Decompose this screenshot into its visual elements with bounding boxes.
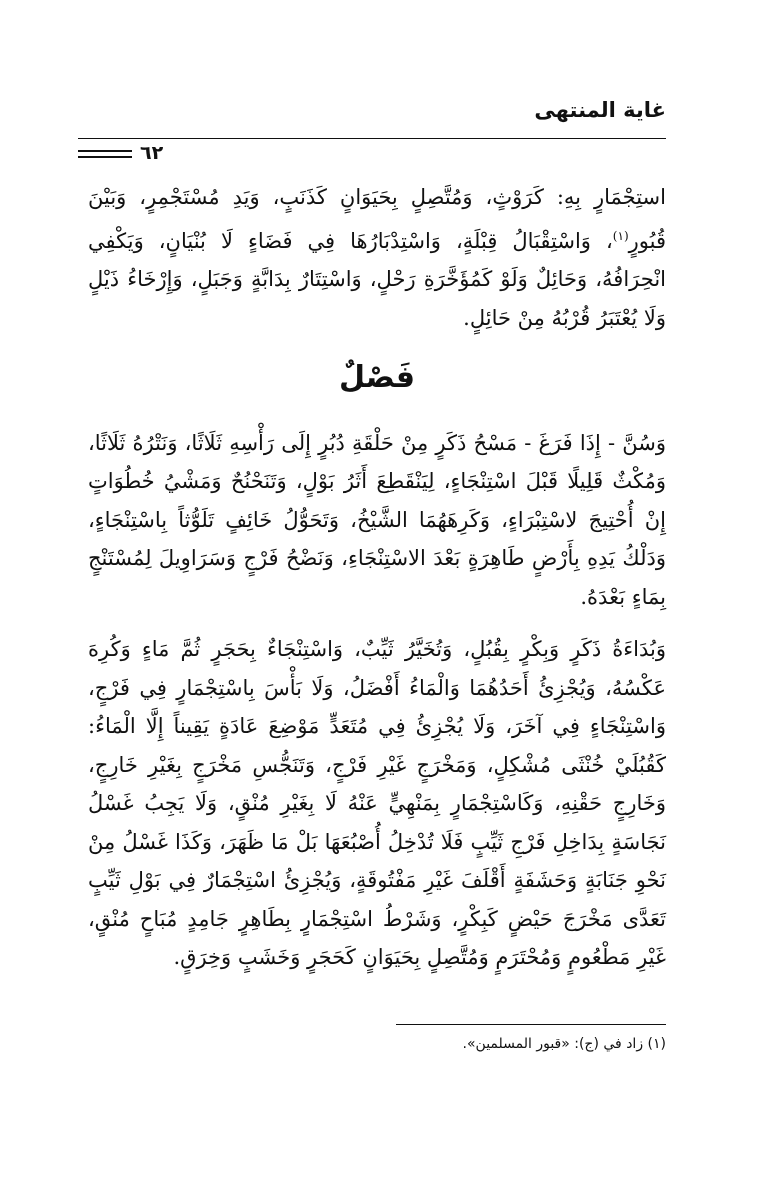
paragraph-1-rest: ، وَاسْتِقْبَالُ قِبْلَةٍ، وَاسْتِدْبَارُهَا فِي فَضَاءٍ لَا بُنْيَانٍ، وَيَكْفِي انْحِرَافُهُ، وَحَائِلٌ وَلَوْ كَمُؤَخَّرَةِ رَحْلٍ، وَاسْتِتَارٌ بِدَابَّةٍ وَجَبَلٍ، وَإِرْخَاءُ ذَيْلٍ وَلَا يُعْتَبَرُ قُرْبُهُ مِنْ حَائِلٍ.	[88, 228, 667, 330]
page-number-rule-bottom	[78, 156, 132, 158]
paragraph-2: وَسُنَّ - إِذَا فَرَغَ - مَسْحُ ذَكَرٍ مِنْ حَلْقَةِ دُبُرٍ إِلَى رَأْسِهِ ثَلَاثًا، وَنَتْرُهُ ثَلَاثًا، وَمُكْثٌ قَلِيلًا قَبْلَ اسْتِنْجَاءٍ، لِيَنْقَطِعَ أَثَرُ بَوْلٍ، وَتَنَحْنُحٌ وَمَشْيُ خُطُوَاتٍ إِنْ أُحْتِيجَ لاسْتِبْرَاءٍ، وَكَرِهَهُمَا الشَّيْخُ، وَتَحَوُّلُ خَائِفٍ تَلَوُّثاً بِاسْتِنْجَاءٍ، وَدَلْكُ يَدِهِ بِأَرْضٍ طَاهِرَةٍ بَعْدَ الاسْتِنْجَاءِ، وَنَضْحُ فَرْجٍ وَسَرَاوِيلَ لِمُسْتَنْجٍ بِمَاءٍ بَعْدَهُ.	[88, 430, 666, 609]
body-text	[88, 178, 666, 977]
section-heading: فَصْلٌ	[339, 360, 415, 395]
header-rule	[78, 138, 666, 139]
page-header	[78, 96, 666, 166]
footnote-rule	[396, 1024, 666, 1025]
page-number-block	[78, 144, 188, 164]
paragraph-1	[88, 178, 666, 337]
paragraph-3: وَبُدَاءَةُ ذَكَرٍ وَبِكْرٍ بِقُبُلٍ، وَتُخَيَّرُ ثَيِّبٌ، وَاسْتِنْجَاءٌ بِحَجَرٍ ثُمَّ مَاءٍ وَكُرِهَ عَكْسُهُ، وَيُجْزِئُ أَحَدُهُمَا وَالْمَاءُ أَفْضَلُ، وَلَا بَأْسَ بِاسْتِجْمَارٍ فِي فَرْجٍ، وَاسْتِنْجَاءٍ فِي آخَرَ، وَلَا يُجْزِئُ فِي مُتَعَدٍّ مَوْضِعَ عَادَةٍ يَقِيناً إِلَّا الْمَاءُ: كَقُبُلَيْ خُنْثَى مُشْكِلٍ، وَمَخْرَجٍ غَيْرِ فَرْجٍ، وَتَنَجُّسِ مَخْرَجٍ بِغَيْرِ خَارِجٍ، وَخَارِجٍ حَقْنِهِ، وَكَاسْتِجْمَارٍ بِمَنْهِيٍّ عَنْهُ لَا بِغَيْرِ مُنْقٍ، وَلَا يَجِبُ غَسْلُ نَجَاسَةٍ بِدَاخِلِ فَرْجِ ثَيِّبٍ فَلَا تُدْخِلُ أُصْبُعَهَا بَلْ مَا ظَهَرَ، وَكَذَا غَسْلُ مِنْ نَحْوِ جَنَابَةٍ وَحَشَفَةٍ أَقْلَفَ غَيْرِ مَفْتُوقَةٍ، وَيُجْزِئُ اسْتِجْمَارٌ فِي بَوْلِ ثَيِّبٍ تَعَدَّى مَخْرَجَ حَيْضٍ كَبِكْرٍ، وَشَرْطُ اسْتِجْمَارٍ بِطَاهِرٍ جَامِدٍ مُبَاحٍ مُنْقٍ، غَيْرِ مَطْعُومٍ وَمُحْتَرَمٍ وَمُتَّصِلٍ بِحَيَوَانٍ كَحَجَرٍ وَخَشَبٍ وَخِرَقٍ.	[88, 637, 666, 969]
paragraph-1-text: استِجْمَارٍ بِهِ: كَرَوْثٍ، وَمُتَّصِلٍ بِحَيَوَانٍ كَذَنَبٍ، وَيَدِ مُسْتَجْمِرٍ، وَبَيْنَ قُبُورٍ	[88, 185, 666, 253]
footnote: (١) زاد في (ج): «قبور المسلمين».	[462, 1036, 666, 1052]
footnote-reference: (١)	[612, 228, 629, 243]
page-number-rule-top	[78, 150, 132, 152]
page-number: ٦٢	[140, 142, 164, 164]
running-title: غاية المنتهى	[534, 98, 666, 122]
